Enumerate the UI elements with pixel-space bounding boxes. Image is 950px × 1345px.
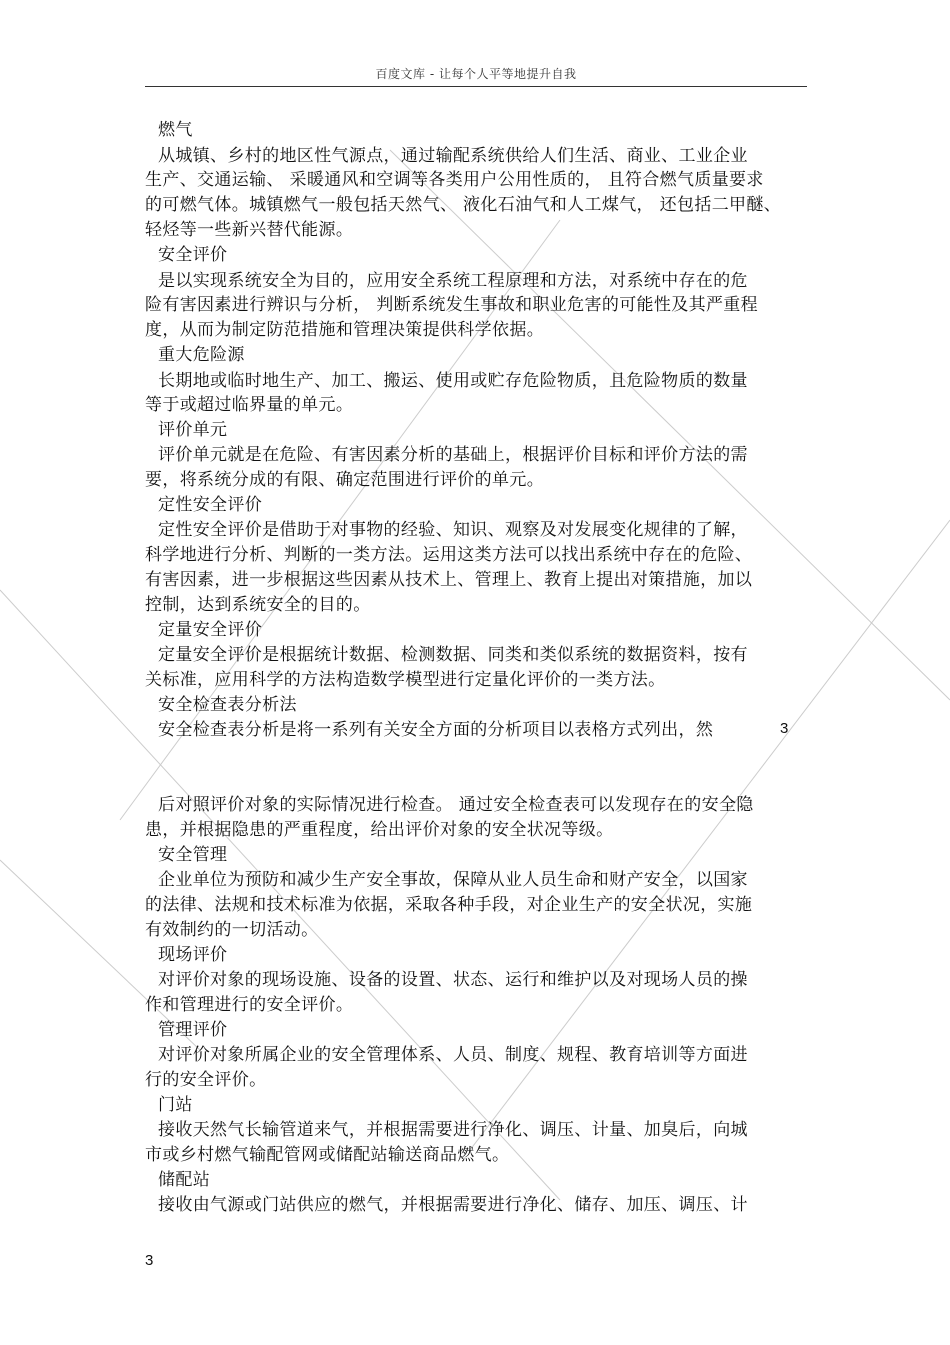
- definition-line: 科学地进行分析、判断的一类方法。运用这类方法可以找出系统中存在的危险、: [145, 545, 753, 565]
- definition-line: 要，将系统分成的有限、确定范围进行评价的单元。: [145, 470, 545, 490]
- page-number-bottom: 3: [145, 1252, 154, 1269]
- term-title: 储配站: [158, 1170, 211, 1190]
- definition-line: 作和管理进行的安全评价。: [145, 995, 354, 1015]
- definition-line: 生产、交通运输、 采暖通风和空调等各类用户公用性质的， 且符合燃气质量要求: [145, 170, 764, 190]
- definition-line: 有害因素，进一步根据这些因素从技术上、管理上、教育上提出对策措施，加以: [145, 570, 753, 590]
- term-title: 安全管理: [158, 845, 228, 865]
- definition-line: 定性安全评价是借助于对事物的经验、知识、观察及对发展变化规律的了解，: [158, 520, 748, 540]
- definition-line: 度，从而为制定防范措施和管理决策提供科学依据。: [145, 320, 545, 340]
- term-title: 评价单元: [158, 420, 228, 440]
- header-text: 百度文库 - 让每个人平等地提升自我: [375, 67, 577, 81]
- term-title: 定量安全评价: [158, 620, 263, 640]
- page-header: [145, 62, 807, 87]
- definition-line: 定量安全评价是根据统计数据、检测数据、同类和类似系统的数据资料，按有: [158, 645, 748, 665]
- definition-line: 的法律、法规和技术标准为依据，采取各种手段，对企业生产的安全状况，实施: [145, 895, 753, 915]
- definition-line: 对评价对象的现场设施、设备的设置、状态、运行和维护以及对现场人员的操: [158, 970, 748, 990]
- definition-line: 从城镇、乡村的地区性气源点，通过输配系统供给人们生活、商业、工业企业: [158, 146, 748, 166]
- definition-line: 接收天然气长输管道来气，并根据需要进行净化、调压、计量、加臭后，向城: [158, 1120, 748, 1140]
- term-title: 安全检查表分析法: [158, 695, 297, 715]
- page-number-inline: 3: [780, 720, 789, 737]
- definition-line: 轻烃等一些新兴替代能源。: [145, 220, 354, 240]
- definition-line: 对评价对象所属企业的安全管理体系、人员、制度、规程、教育培训等方面进: [158, 1045, 748, 1065]
- term-title: 安全评价: [158, 245, 228, 265]
- definition-line: 行的安全评价。: [145, 1070, 267, 1090]
- definition-line: 患，并根据隐患的严重程度，给出评价对象的安全状况等级。: [145, 820, 614, 840]
- definition-line: 企业单位为预防和减少生产安全事故，保障从业人员生命和财产安全，以国家: [158, 870, 748, 890]
- definition-line: 险有害因素进行辨识与分析， 判断系统发生事故和职业危害的可能性及其严重程: [145, 295, 759, 315]
- term-title: 现场评价: [158, 945, 228, 965]
- definition-line: 市或乡村燃气输配管网或储配站输送商品燃气。: [145, 1145, 510, 1165]
- definition-line: 关标准，应用科学的方法构造数学模型进行定量化评价的一类方法。: [145, 670, 666, 690]
- term-title: 定性安全评价: [158, 495, 263, 515]
- definition-line: 安全检查表分析是将一系列有关安全方面的分析项目以表格方式列出，然: [158, 720, 714, 740]
- definition-line: 长期地或临时地生产、加工、搬运、使用或贮存危险物质，且危险物质的数量: [158, 371, 748, 391]
- definition-line: 控制，达到系统安全的目的。: [145, 595, 371, 615]
- term-title: 燃气: [158, 120, 193, 140]
- definition-line: 的可燃气体。城镇燃气一般包括天然气、 液化石油气和人工煤气， 还包括二甲醚、: [145, 195, 782, 215]
- definition-line: 评价单元就是在危险、有害因素分析的基础上，根据评价目标和评价方法的需: [158, 445, 748, 465]
- definition-line: 后对照评价对象的实际情况进行检查。 通过安全检查表可以发现存在的安全隐: [158, 795, 754, 815]
- definition-line: 是以实现系统安全为目的，应用安全系统工程原理和方法，对系统中存在的危: [158, 271, 748, 291]
- definition-line: 等于或超过临界量的单元。: [145, 395, 354, 415]
- term-title: 重大危险源: [158, 345, 245, 365]
- term-title: 门站: [158, 1095, 193, 1115]
- definition-line: 接收由气源或门站供应的燃气，并根据需要进行净化、储存、加压、调压、计: [158, 1195, 748, 1215]
- definition-line: 有效制约的一切活动。: [145, 920, 319, 940]
- term-title: 管理评价: [158, 1020, 228, 1040]
